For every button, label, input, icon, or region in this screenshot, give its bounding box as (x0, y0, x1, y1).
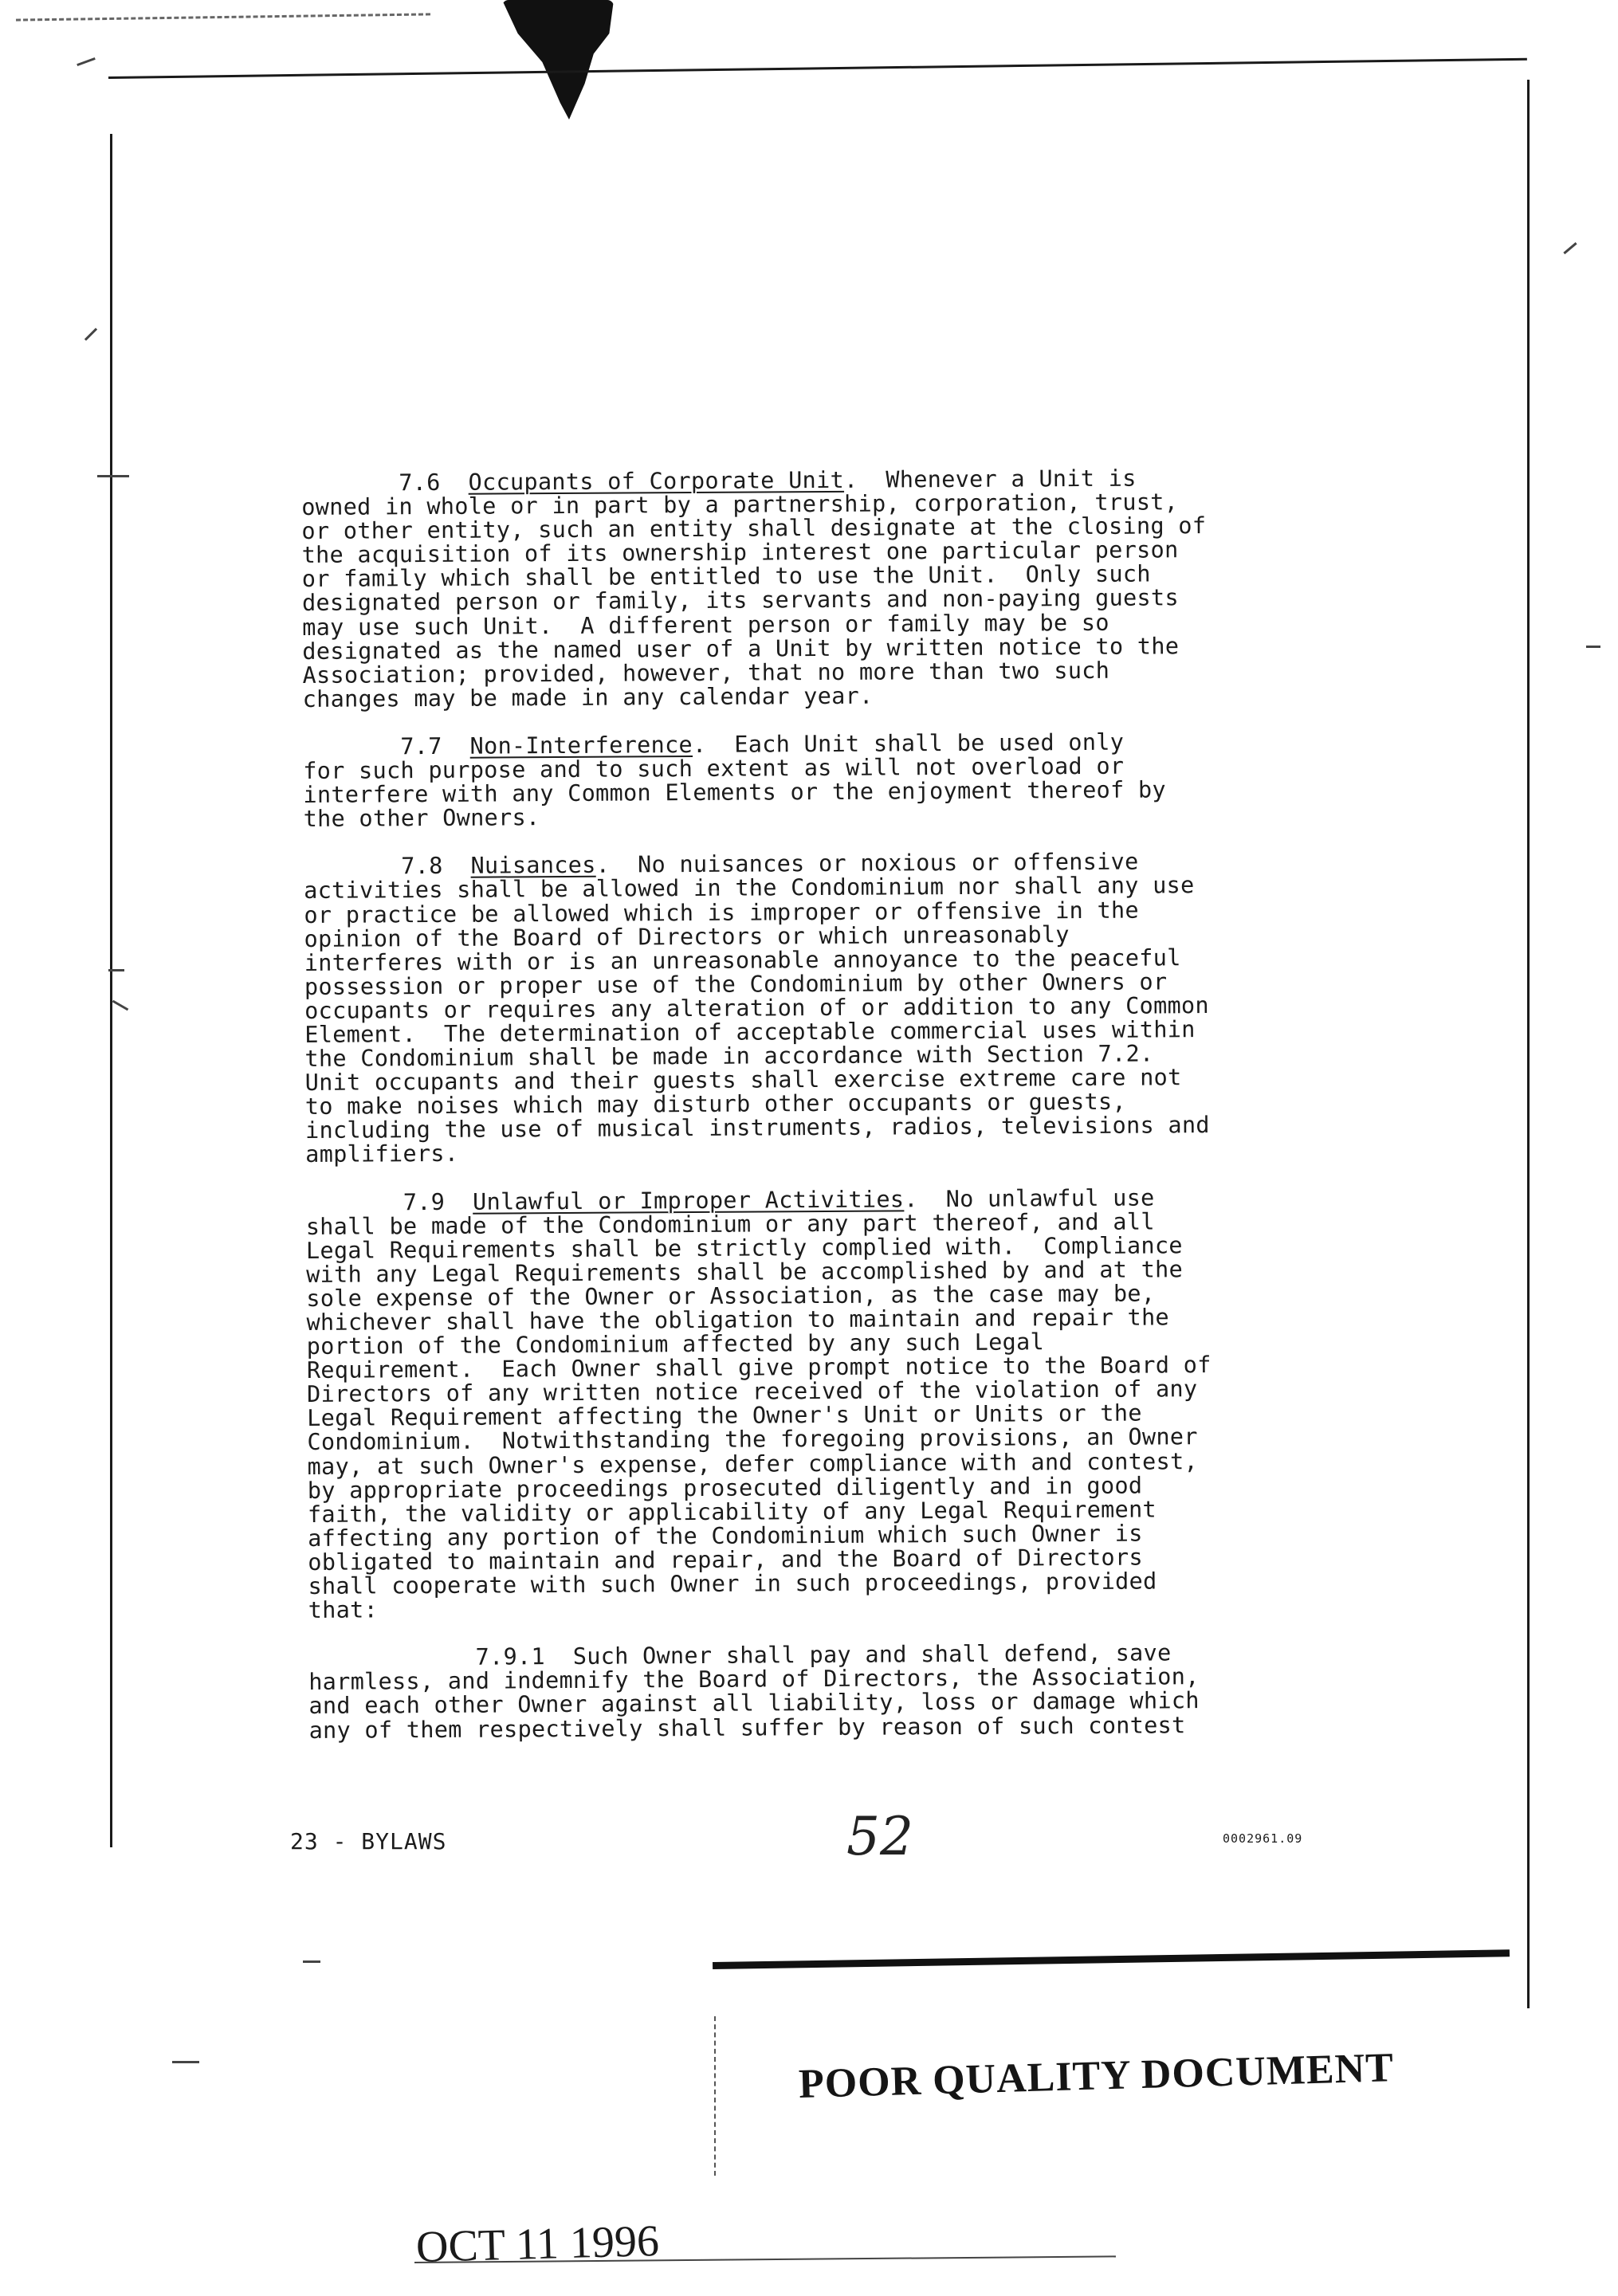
text-line: interfere with any Common Elements or the enjoyment thereof by (303, 776, 1166, 809)
section-7-7 (303, 729, 1372, 832)
text-line: and each other Owner against all liability, loss or damage which (308, 1687, 1200, 1720)
text-line: activities shall be allowed in the Condominium nor shall any use (304, 872, 1195, 905)
edge-mark (1563, 242, 1577, 254)
handwritten-page-number: 52 (846, 1806, 913, 1867)
text-line: may use such Unit. A different person or family may be so (302, 609, 1109, 641)
date-stamp: OCT 11 1996 (415, 2216, 660, 2272)
section-heading: Nuisances (470, 852, 596, 880)
text-line: Legal Requirements shall be strictly complied with. Compliance (305, 1231, 1183, 1264)
section-heading: Occupants of Corporate Unit (468, 466, 845, 496)
section-heading: Non-Interference (469, 731, 693, 759)
edge-mark (84, 328, 97, 340)
scan-edge-dash (16, 13, 430, 21)
text-line: whichever shall have the obligation to maintain and repair the (306, 1304, 1170, 1336)
text-line: owned in whole or in part by a partnership, corporation, trust, (301, 489, 1179, 521)
document-body (301, 465, 1377, 1767)
document-code: 0002961.09 (1223, 1831, 1303, 1846)
text-line: possession or proper use of the Condominium by other Owners or (304, 968, 1168, 1000)
section-7-8 (304, 849, 1373, 1167)
text-line: including the use of musical instruments, radios, televisions and (304, 1112, 1210, 1144)
text-line: shall be made of the Condominium or any part thereof, and all (305, 1208, 1155, 1240)
text-line: by appropriate proceedings prosecuted diligently and in good (307, 1472, 1143, 1504)
page-edge-top (108, 58, 1527, 79)
page-edge-left (110, 134, 112, 1847)
text-line: sole expense of the Owner or Association, as the case may be, (306, 1280, 1156, 1312)
text-line: or practice be allowed which is improper or offensive in the (304, 897, 1139, 928)
text-line: to make noises which may disturb other occupants or guests, (304, 1088, 1127, 1121)
text-line: obligated to maintain and repair, and the Board of Directors (308, 1544, 1143, 1576)
text-line: Condominium. Notwithstanding the foregoing provisions, an Owner (307, 1423, 1198, 1456)
text-line: designated person or family, its servants and non-paying guests (301, 584, 1179, 617)
text-line: changes may be made in any calendar year. (302, 682, 874, 712)
text-line: that: (308, 1596, 379, 1624)
edge-mark (77, 57, 96, 66)
page-edge-right (1527, 80, 1530, 2008)
section-7-9-1 (308, 1640, 1377, 1743)
scan-blot (502, 0, 614, 120)
text-line: designated as the named user of a Unit by written notice to the (302, 632, 1180, 665)
text-line: Directors of any written notice received of the violation of any (306, 1376, 1198, 1408)
text-line: Legal Requirement affecting the Owner's Unit or Units or the (307, 1399, 1142, 1432)
text-line: Requirement. Each Owner shall give prompt notice to the Board of (306, 1352, 1212, 1384)
text-line: 7.6 Occupants of Corporate Unit. Whenever a Unit is (300, 465, 1137, 496)
text-line: or family which shall be entitled to use the Unit. Only such (301, 560, 1151, 593)
text-line: with any Legal Requirements shall be accomplished by and at the (306, 1256, 1184, 1288)
text-line: amplifiers. (305, 1140, 459, 1168)
text-line: harmless, and indemnify the Board of Directors, the Association, (308, 1663, 1200, 1696)
edge-mark (303, 1960, 320, 1963)
section-heading: Unlawful or Improper Activities (473, 1185, 905, 1215)
text-line: Element. The determination of acceptable commercial uses within (304, 1016, 1196, 1048)
edge-mark (112, 1000, 129, 1011)
text-line: the Condominium shall be made in accordance with Section 7.2. (304, 1040, 1154, 1073)
edge-mark (108, 969, 124, 971)
section-7-9 (306, 1184, 1376, 1623)
edge-mark (1586, 646, 1600, 648)
text-line: the other Owners. (303, 804, 540, 833)
text-line: 7.7 Non-Interference. Each Unit shall be used only (303, 728, 1125, 760)
text-line: affecting any portion of the Condominium which such Owner is (308, 1520, 1143, 1552)
text-line: 7.8 Nuisances. No nuisances or noxious or offensive (303, 848, 1139, 881)
footer-label: 23 - BYLAWS (290, 1828, 447, 1854)
edge-mark (97, 475, 129, 477)
text-line: portion of the Condominium affected by any such Legal (306, 1329, 1045, 1360)
section-7-6 (301, 465, 1371, 712)
text-line: 7.9 Unlawful or Improper Activities. No unlawful use (305, 1184, 1155, 1216)
text-line: opinion of the Board of Directors or which unreasonably (304, 920, 1070, 952)
poor-quality-stamp: POOR QUALITY DOCUMENT (798, 2045, 1395, 2107)
text-line: faith, the validity or applicability of any Legal Requirement (307, 1496, 1157, 1528)
text-line: any of them respectively shall suffer by reason of such contest (308, 1711, 1186, 1744)
text-line: 7.9.1 Such Owner shall pay and shall defend, save (308, 1639, 1172, 1672)
text-line: for such purpose and to such extent as will not overload or (303, 752, 1125, 785)
text-line: shall cooperate with such Owner in such proceedings, provided (308, 1568, 1157, 1600)
text-line: the acquisition of its ownership interest one particular person (301, 536, 1179, 569)
text-line: Unit occupants and their guests shall exercise extreme care not (304, 1064, 1182, 1097)
edge-mark (172, 2061, 199, 2063)
text-line: occupants or requires any alteration of or addition to any Common (304, 991, 1210, 1024)
text-line: may, at such Owner's expense, defer compliance with and contest, (307, 1447, 1199, 1480)
text-line: interferes with or is an unreasonable annoyance to the peaceful (304, 944, 1181, 976)
text-line: or other entity, such an entity shall designate at the closing of (301, 512, 1207, 545)
stamp-bar (713, 1949, 1510, 1969)
text-line: Association; provided, however, that no more than two such (302, 657, 1110, 689)
